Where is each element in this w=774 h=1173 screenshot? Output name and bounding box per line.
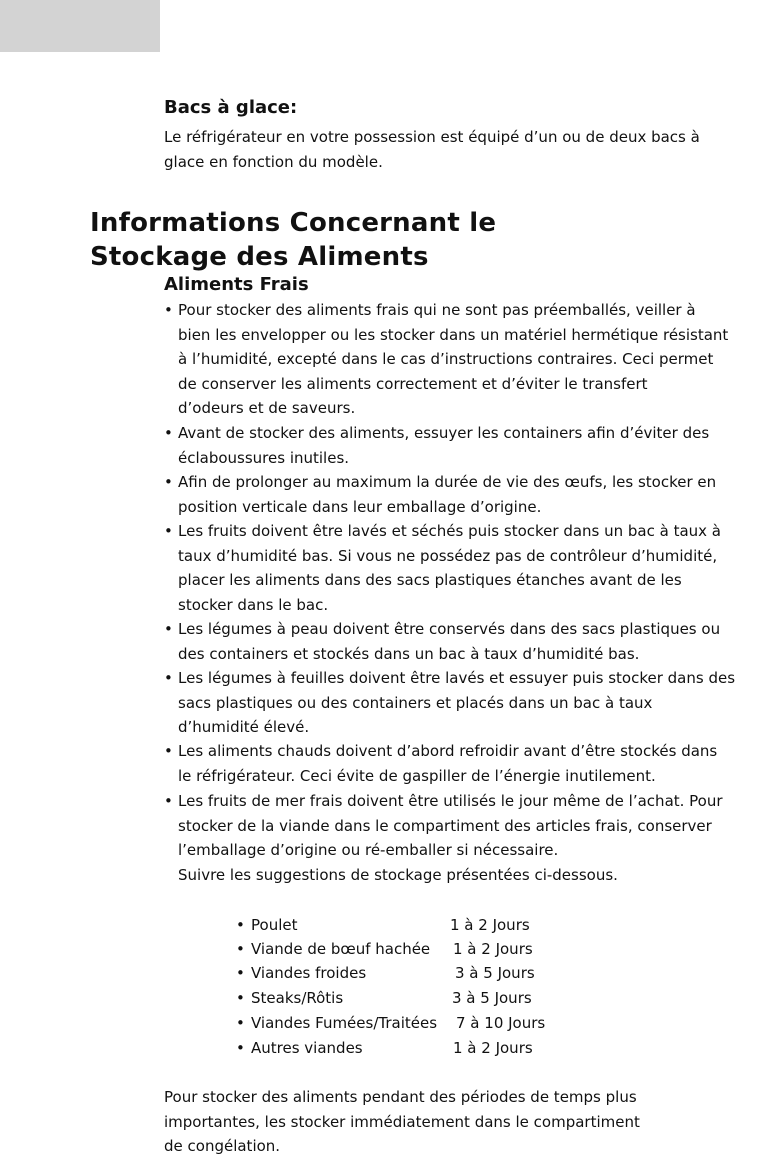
text-line: sacs plastiques ou des containers et placés dans un bac à taux xyxy=(178,693,653,712)
text-line: d’odeurs et de saveurs. xyxy=(178,399,356,417)
storage-item: Viandes Fumées/Traitées xyxy=(251,1014,438,1032)
list-item xyxy=(164,617,734,666)
bullet-icon: • xyxy=(236,1014,245,1032)
text-line: Les légumes à feuilles doivent être lavés et essuyer puis stocker dans des xyxy=(178,669,736,687)
section-title-line-2: Stockage des Aliments xyxy=(90,242,429,272)
text-line: Suivre les suggestions de stockage présentées ci-dessous. xyxy=(178,865,618,884)
bullet-icon: • xyxy=(164,522,173,540)
bullet-icon: • xyxy=(164,473,173,491)
list-item xyxy=(164,739,734,788)
text-line: Le réfrigérateur en votre possession est équipé d’un ou de deux bacs à xyxy=(164,128,700,146)
text-line: bien les envelopper ou les stocker dans un matériel hermétique résistant xyxy=(178,325,729,344)
storage-item: Poulet xyxy=(251,916,298,934)
list-item xyxy=(164,470,734,519)
bullet-icon: • xyxy=(236,940,245,958)
bullet-icon: • xyxy=(236,989,245,1007)
ice-trays-text xyxy=(164,125,700,174)
text-line: Avant de stocker des aliments, essuyer les containers afin d’éviter des xyxy=(178,424,710,442)
bullet-icon: • xyxy=(236,1039,245,1057)
fresh-food-heading: Aliments Frais xyxy=(164,274,309,295)
bullet-icon: • xyxy=(164,792,173,810)
bullet-icon: • xyxy=(164,424,173,442)
list-item xyxy=(164,519,734,617)
bullet-icon: • xyxy=(164,620,173,638)
section-title-line-1: Informations Concernant le xyxy=(90,208,497,238)
storage-duration: 3 à 5 Jours xyxy=(455,964,535,982)
text-line: l’emballage d’origine ou ré-emballer si nécessaire. xyxy=(178,841,559,859)
text-line: Pour stocker des aliments frais qui ne sont pas préemballés, veiller à xyxy=(178,301,696,319)
list-item xyxy=(164,421,734,470)
bullet-icon: • xyxy=(164,742,173,760)
text-line: placer les aliments dans des sacs plastiques étanches avant de les xyxy=(178,571,682,589)
storage-duration: 1 à 2 Jours xyxy=(450,916,530,934)
text-line: Les fruits de mer frais doivent être utilisés le jour même de l’achat. Pour xyxy=(178,792,723,810)
bullet-icon: • xyxy=(236,916,245,934)
text-line: stocker dans le bac. xyxy=(178,595,329,614)
text-line: Les aliments chauds doivent d’abord refroidir avant d’être stockés dans xyxy=(178,742,718,760)
text-line: position verticale dans leur emballage d’origine. xyxy=(178,497,542,516)
text-line: le réfrigérateur. Ceci évite de gaspiller de l’énergie inutilement. xyxy=(178,766,656,785)
storage-duration: 1 à 2 Jours xyxy=(453,940,533,958)
list-item xyxy=(164,666,734,740)
text-line: de congélation. xyxy=(164,1137,281,1155)
text-line: de conserver les aliments correctement et d’éviter le transfert xyxy=(178,374,648,393)
storage-item: Steaks/Rôtis xyxy=(251,989,344,1007)
text-line: Afin de prolonger au maximum la durée de vie des œufs, les stocker en xyxy=(178,473,717,491)
ice-trays-heading: Bacs à glace: xyxy=(164,97,298,118)
text-line: Les fruits doivent être lavés et séchés puis stocker dans un bac à taux à xyxy=(178,522,722,540)
storage-item: Viandes froides xyxy=(251,964,367,982)
storage-duration: 3 à 5 Jours xyxy=(452,989,532,1007)
text-line: Les légumes à peau doivent être conservés dans des sacs plastiques ou xyxy=(178,620,721,638)
text-line: Pour stocker des aliments pendant des périodes de temps plus xyxy=(164,1088,637,1106)
text-line: importantes, les stocker immédiatement dans le compartiment xyxy=(164,1112,640,1131)
closing-paragraph xyxy=(164,1085,640,1159)
storage-item: Autres viandes xyxy=(251,1039,363,1057)
list-item xyxy=(164,789,734,887)
text-line: glace en fonction du modèle. xyxy=(164,152,383,171)
bullet-icon: • xyxy=(236,964,245,982)
text-line: d’humidité élevé. xyxy=(178,718,310,736)
text-line: taux d’humidité bas. Si vous ne possédez pas de contrôleur d’humidité, xyxy=(178,546,718,565)
text-line: des containers et stockés dans un bac à taux d’humidité bas. xyxy=(178,644,640,663)
text-line: éclaboussures inutiles. xyxy=(178,448,350,467)
storage-duration: 1 à 2 Jours xyxy=(453,1039,533,1057)
bullet-icon: • xyxy=(164,669,173,687)
storage-duration: 7 à 10 Jours xyxy=(456,1014,546,1032)
list-item xyxy=(164,298,734,421)
storage-item: Viande de bœuf hachée xyxy=(251,940,431,958)
text-line: stocker de la viande dans le compartiment des articles frais, conserver xyxy=(178,816,712,835)
text-line: à l’humidité, excepté dans le cas d’instructions contraires. Ceci permet xyxy=(178,350,714,368)
page-corner-tab xyxy=(0,0,160,52)
bullet-icon: • xyxy=(164,301,173,319)
